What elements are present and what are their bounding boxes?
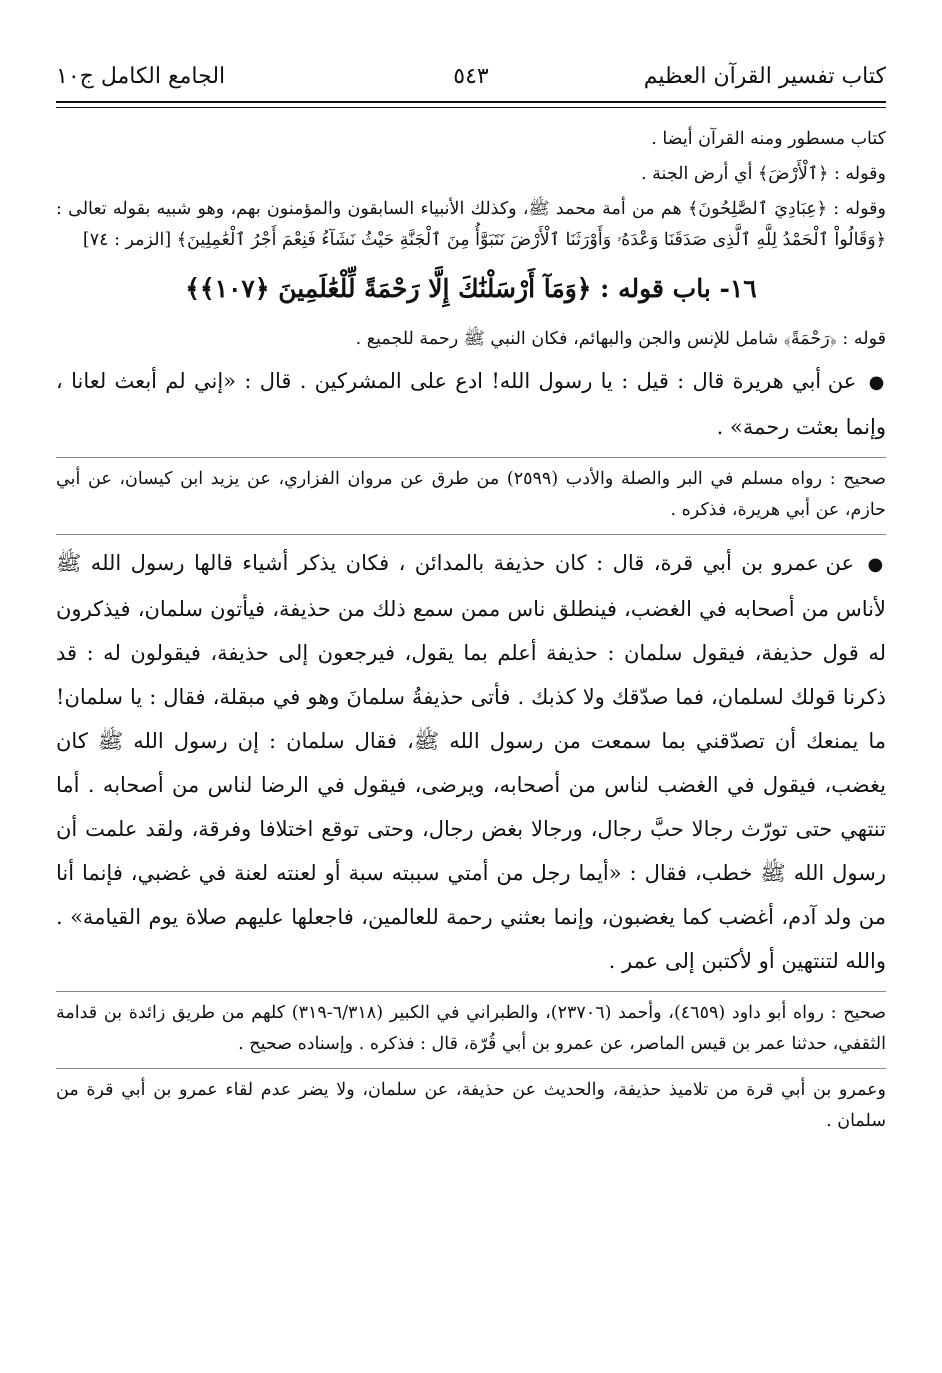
hadith-amr-ibn-abi-qurra xyxy=(56,541,886,983)
header-rule-thin xyxy=(56,107,886,108)
header-rule-thick xyxy=(56,101,886,103)
separator xyxy=(56,1068,886,1069)
hadith-text: عن أبي هريرة قال : قيل : يا رسول الله! ادع على المشركين . قال : «إني لم أبعث لعانا ، وإنما بعثت رحمة» . xyxy=(56,369,886,439)
volume-title-header: الجامع الكامل ج١٠ xyxy=(56,63,226,89)
page-header xyxy=(56,56,886,96)
paragraph-intro: كتاب مسطور ومنه القرآن أيضا . xyxy=(651,129,886,149)
takhrij-1: صحيح : رواه مسلم في البر والصلة والأدب (٢٥٩٩) من طرق عن مروان الفزاري، عن يزيد ابن كيسان، عن أبي حازم، عن أبي هريرة، فذكره . xyxy=(56,469,886,520)
separator xyxy=(56,457,886,458)
paragraph-ibadi: وقوله : ﴿عِبَادِيَ ٱلصَّٰلِحُونَ﴾ هم من أمة محمد ﷺ، وكذلك الأنبياء السابقون والمؤمنون بهم، وهو شبيه بقوله تعالى : ﴿وَقَالُواْ ٱلْحَمْدُ لِلَّهِ ٱلَّذِى صَدَقَنَا وَعْدَهُۥ وَأَوْرَثَنَا ٱلْأَرْضَ نَتَبَوَّأُ مِنَ ٱلْجَنَّةِ حَيْثُ نَشَآءُ فَنِعْمَ أَجْرُ ٱلْعَٰمِلِينَ﴾ [الزمر : ٧٤] xyxy=(56,199,886,250)
bullet-icon: ● xyxy=(867,554,886,575)
separator xyxy=(56,991,886,992)
chapter-heading: ١٦- باب قوله : ﴿وَمَآ أَرْسَلْنَٰكَ إِلَّا رَحْمَةً لِّلْعَٰلَمِينَ ﴿١٠٧﴾﴾ xyxy=(185,274,757,303)
page-number: ٥٤٣ xyxy=(453,63,489,89)
paragraph-rahma: قوله : ﴿رَحْمَةً﴾ شامل للإنس والجن والبهائم، فكان النبي ﷺ رحمة للجميع . xyxy=(355,329,886,349)
hadith-text: عن عمرو بن أبي قرة، قال : كان حذيفة بالمدائن ، فكان يذكر أشياء قالها رسول الله ﷺ لأناس من أصحابه في الغضب، فينطلق ناس ممن سمع ذلك من حذيفة، فيأتون سلمان، فيذكرون له قول حذيفة، فيقول سلمان : حذيفة أعلم بما يقول، فيرجعون إلى حذيفة، فيقولون له : قد ذكرنا قولك لسلمان، فما صدّقك ولا كذبك . فأتى حذيفةُ سلمانَ وهو في مبقلة، فقال : يا سلمان! ما يمنعك أن تصدّقني بما سمعت من رسول الله ﷺ، فقال سلمان : إن رسول الله ﷺ كان يغضب، فيقول في الغضب لناس من أصحابه، ويرضى، فيقول في الرضا لناس من أصحابه . أما تنتهي حتى تورّث رجالا حبَّ رجال، ورجالا بغض رجال، وحتى توقع اختلافا وفرقة، ولقد علمت أن رسول الله ﷺ خطب، فقال : «أيما رجل من أمتي سببته سبة أو لعنته لعنة في غضبي، فإنما أنا من ولد آدم، أغضب كما يغضبون، وإنما بعثني رحمة للعالمين، فاجعلها عليهم صلاة يوم القيامة» . والله لتنتهين أو لأكتبن إلى عمر . xyxy=(56,551,886,973)
book-title-header: كتاب تفسير القرآن العظيم xyxy=(643,63,886,89)
page-body xyxy=(56,124,886,1137)
paragraph-ard: وقوله : ﴿ٱلْأَرْضَ﴾ أي أرض الجنة . xyxy=(641,164,886,184)
bullet-icon: ● xyxy=(868,372,886,393)
takhrij-2: صحيح : رواه أبو داود (٤٦٥٩)، وأحمد (٢٣٧٠٦)، والطبراني في الكبير (٦/٣١٨-٣١٩) كلهم من طريق زائدة بن قدامة الثقفي، حدثنا عمر بن قيس الماصر، عن عمرو بن أبي قُرّة، قال : فذكره . وإسناده صحيح . xyxy=(56,1003,886,1054)
hadith-abu-hurayra xyxy=(56,359,886,449)
separator xyxy=(56,534,886,535)
takhrij-3: وعمرو بن أبي قرة من تلاميذ حذيفة، والحديث عن حذيفة، عن سلمان، ولا يضر عدم لقاء عمرو بن أبي قرة من سلمان . xyxy=(56,1080,886,1131)
